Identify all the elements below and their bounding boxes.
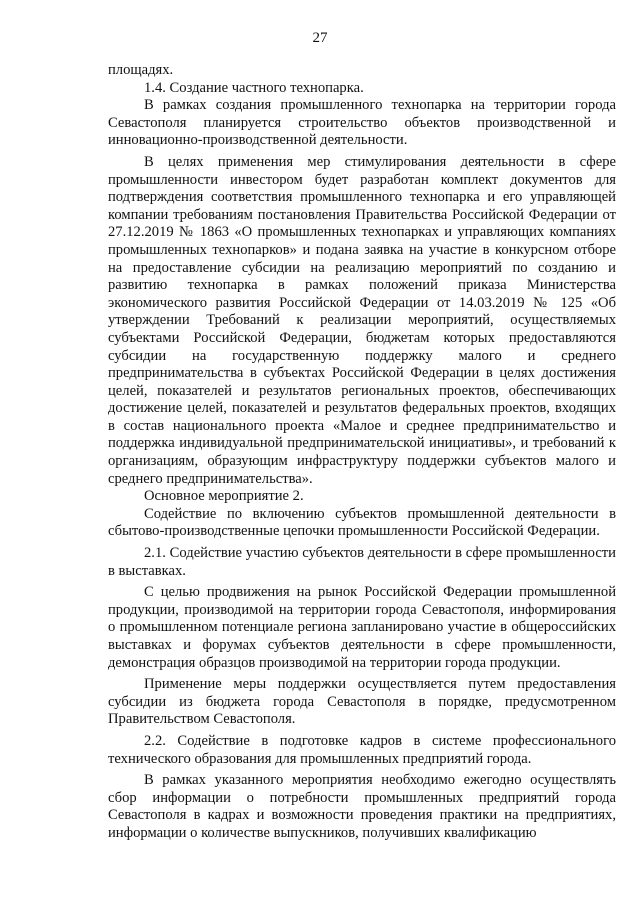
paragraph: В целях применения мер стимулирования деятельности в сфере промышленности инвестором будет разработан комплект документов для подтверждения соответствия промышленного технопарка и его управляющей компании требованиям постановления Правительства Российской Федерации от 27.12.2019 № 1863 «О промышленных технопарках и управляющих компаниях промышленных технопарков» и подана заявка на участие в конкурсном отборе на предоставление субсидии на реализацию мероприятий по созданию и развитию технопарка в рамках положений приказа Министерства экономического развития Российской Федерации от 14.03.2019 № 125 «Об утверждении Требований к реализации мероприятий, осуществляемых субъектами Российской Федерации, бюджетам которых предоставляются субсидии на государственную поддержку малого и среднего предпринимательства в субъектах Российской Федерации в целях достижения целей, показателей и результатов региональных проектов, обеспечивающих достижение целей, показателей и результатов федеральных проектов, входящих в состав национального проекта «Малое и среднее предпринимательство и поддержка индивидуальной предпринимательской инициативы», и требований к организациям, образующим инфраструктуру поддержки субъектов малого и среднего предпринимательства». [108,153,616,487]
paragraph: 2.1. Содействие участию субъектов деятельности в сфере промышленности в выставках. [108,545,616,579]
paragraph: В рамках указанного мероприятия необходимо ежегодно осуществлять сбор информации о потребности промышленных предприятий города Севастополя в кадрах и возможности проведения практики на предприятиях, информации о количестве выпускников, получивших квалификацию [108,772,616,841]
paragraph: площадях. [108,62,174,78]
paragraph: Основное мероприятие 2. [144,488,304,505]
document-body [108,62,616,843]
paragraph: 2.2. Содействие в подготовке кадров в системе профессионального технического образования для промышленных предприятий города. [108,732,616,767]
paragraph: Содействие по включению субъектов промышленной деятельности в сбытово-производственные цепочки промышленности Российской Федерации. [108,505,616,540]
paragraph: Применение меры поддержки осуществляется путем предоставления субсидии из бюджета города Севастополя в порядке, предусмотренном Правительством Севастополя. [108,676,616,728]
paragraph: 1.4. Создание частного технопарка. [144,79,364,96]
paragraph: С целью продвижения на рынок Российской Федерации промышленной продукции, производимой на территории города Севастополя, информирования о промышленном потенциале региона запланировано участие в общероссийских выставках и форумах субъектов деятельности в сфере промышленности, демонстрация образцов производимой на территории города продукции. [108,584,616,671]
paragraph: В рамках создания промышленного технопарка на территории города Севастополя планируется строительство объектов производственной и инновационно-производственной деятельности. [108,97,616,149]
page-number: 27 [312,30,328,46]
